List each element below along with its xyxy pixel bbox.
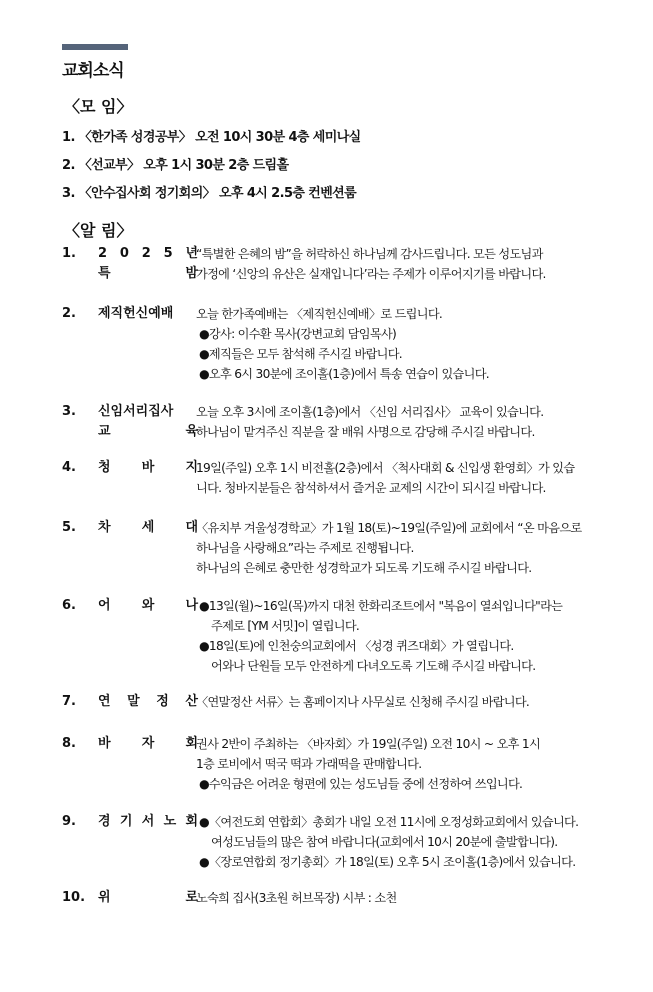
notice-label (98, 304, 198, 324)
notice-line: 어와나 단원들 모두 안전하게 다녀오도록 기도해 주시길 바랍니다. (211, 659, 536, 673)
notice-label-char: 년 (185, 246, 198, 261)
notice-label-char: 제직헌신예배 (98, 306, 174, 321)
meeting-item: 2. 〈선교부〉 오후 1시 30분 2층 드림홀 (62, 158, 289, 173)
notice-line: ●〈여전도회 연합회〉총회가 내일 오전 11시에 오정성화교회에서 있습니다. (199, 815, 579, 829)
notice-body (196, 244, 616, 284)
notice-label-char: 0 (119, 246, 129, 261)
notice-label-char: 차 (98, 520, 111, 535)
notices-section-title: 〈알 림〉 (64, 221, 133, 240)
notice-line: 가정에 ‘신앙의 유산은 실재입니다’라는 주제가 이루어지기를 바랍니다. (196, 267, 546, 281)
notice-label-char: 바 (141, 460, 155, 475)
notice-line: ●오후 6시 30분에 조이홀(1층)에서 특송 연습이 있습니다. (199, 367, 489, 381)
notice-body (196, 692, 616, 712)
notice-line: ●수익금은 어려운 형편에 있는 성도님들 중에 선정하여 쓰입니다. (199, 777, 523, 791)
notice-line: ●〈장로연합회 정기총회〉가 18일(토) 오후 5시 조이홀(1층)에서 있습니다. (199, 855, 576, 869)
notice-label-char: 세 (141, 520, 155, 535)
notice-label (98, 888, 198, 908)
header-accent-bar (62, 44, 128, 50)
notice-body (196, 458, 616, 498)
notice-line: 1층 로비에서 떡국 떡과 가래떡을 판매합니다. (196, 757, 422, 771)
notice-label-char: 연 (98, 694, 111, 709)
notice-body (196, 402, 616, 442)
notice-line: 권사 2반이 주최하는 〈바자회〉가 19일(주일) 오전 10시 ~ 오후 1시 (196, 737, 541, 751)
notice-label-char: 말 (127, 694, 140, 709)
notice-number: 5. (62, 520, 76, 535)
notice-label-char: 육 (185, 424, 198, 439)
notice-line: 오늘 오후 3시에 조이홀(1층)에서 〈신임 서리집사〉 교육이 있습니다. (196, 405, 544, 419)
notice-number: 10. (62, 890, 86, 905)
notice-line: “특별한 은혜의 밤”을 허락하신 하나님께 감사드립니다. 모든 성도님과 (196, 247, 543, 261)
notice-label-char: 와 (141, 598, 155, 613)
notice-label-char: 회 (185, 814, 198, 829)
notice-label (98, 734, 198, 754)
notice-line: ●18일(토)에 인천숭의교회에서 〈성경 퀴즈대회〉가 열립니다. (199, 639, 514, 653)
notice-label-char: 로 (185, 890, 198, 905)
notice-label-char: 밤 (185, 266, 198, 281)
notice-label (98, 518, 198, 538)
notice-label-char: 바 (98, 736, 111, 751)
notice-line: 노숙희 집사(3초원 허브목장) 시부 : 소천 (196, 891, 397, 905)
notice-line: ●제직들은 모두 참석해 주시길 바랍니다. (199, 347, 402, 361)
notice-label (98, 692, 198, 712)
meeting-item: 1. 〈한가족 성경공부〉 오전 10시 30분 4층 세미나실 (62, 130, 361, 145)
notice-body (196, 518, 616, 578)
notice-label-char: 서 (141, 814, 155, 829)
notice-body (196, 888, 616, 908)
notice-label-char: 산 (185, 694, 198, 709)
notice-label-char: 어 (98, 598, 111, 613)
notice-label (98, 596, 198, 616)
notice-label-char: 기 (119, 814, 133, 829)
notice-line: 하나님이 맡겨주신 직분을 잘 배워 사명으로 감당해 주시길 바랍니다. (196, 425, 535, 439)
notice-line: 19일(주일) 오후 1시 비전홀(2층)에서 〈척사대회 & 신입생 환영회〉가 있습 (196, 461, 575, 475)
notice-line: 니다. 청바지분들은 참석하셔서 즐거운 교제의 시간이 되시길 바랍니다. (196, 481, 546, 495)
notice-label-char: 특 (98, 266, 111, 281)
notice-line: 〈연말정산 서류〉는 홈페이지나 사무실로 신청해 주시길 바랍니다. (196, 695, 530, 709)
notice-label-char: 교 (98, 424, 111, 439)
notice-label-char: 2 (141, 246, 151, 261)
notice-label-char: 5 (163, 246, 173, 261)
notice-line: ●강사: 이수환 목사(강변교회 담임목사) (199, 327, 397, 341)
notice-number: 9. (62, 814, 76, 829)
notice-line: 주제로 [YM 서밋]이 열립니다. (211, 619, 360, 633)
notice-body (196, 812, 616, 872)
notice-number: 4. (62, 460, 76, 475)
notice-line: 〈유치부 겨울성경학교〉가 1월 18(토)~19일(주일)에 교회에서 “온 마음으로 (196, 521, 582, 535)
notice-label (98, 402, 198, 442)
notice-line: ●13일(월)~16일(목)까지 대천 한화리조트에서 "복음이 열쇠입니다"라는 (199, 599, 563, 613)
notice-number: 2. (62, 306, 76, 321)
notice-line: 오늘 한가족예배는 〈제직헌신예배〉로 드립니다. (196, 307, 443, 321)
meeting-item: 3. 〈안수집사회 정기회의〉 오후 4시 2.5층 컨벤션룸 (62, 186, 357, 201)
notice-line: 여성도님들의 많은 참여 바랍니다(교회에서 10시 20분에 출발합니다). (211, 835, 558, 849)
meetings-section-title: 〈모 임〉 (64, 97, 133, 116)
notice-body (196, 734, 616, 794)
notice-label-char: 자 (141, 736, 155, 751)
notice-number: 1. (62, 246, 76, 261)
notice-number: 7. (62, 694, 76, 709)
notice-number: 8. (62, 736, 76, 751)
notice-label (98, 458, 198, 478)
notice-label-char: 신임서리집사 (98, 404, 174, 419)
page-title: 교회소식 (62, 61, 124, 81)
notice-label-char: 대 (185, 520, 198, 535)
notice-body (196, 596, 616, 676)
notice-label-char: 회 (185, 736, 198, 751)
notice-label-char: 나 (185, 598, 198, 613)
notice-label-char: 위 (98, 890, 111, 905)
notice-line: 하나님의 은혜로 충만한 성경학교가 되도록 기도해 주시길 바랍니다. (196, 561, 532, 575)
notice-label-char: 정 (156, 694, 169, 709)
notice-label (98, 812, 198, 832)
notice-label-char: 2 (98, 246, 108, 261)
notice-label-char: 지 (185, 460, 198, 475)
notice-label-char: 청 (98, 460, 111, 475)
notice-line: 하나님을 사랑해요”라는 주제로 진행됩니다. (196, 541, 414, 555)
notice-label-char: 노 (163, 814, 177, 829)
notice-number: 3. (62, 404, 76, 419)
notice-number: 6. (62, 598, 76, 613)
notice-label-char: 경 (98, 814, 111, 829)
notice-label (98, 244, 198, 284)
notice-body (196, 304, 616, 384)
